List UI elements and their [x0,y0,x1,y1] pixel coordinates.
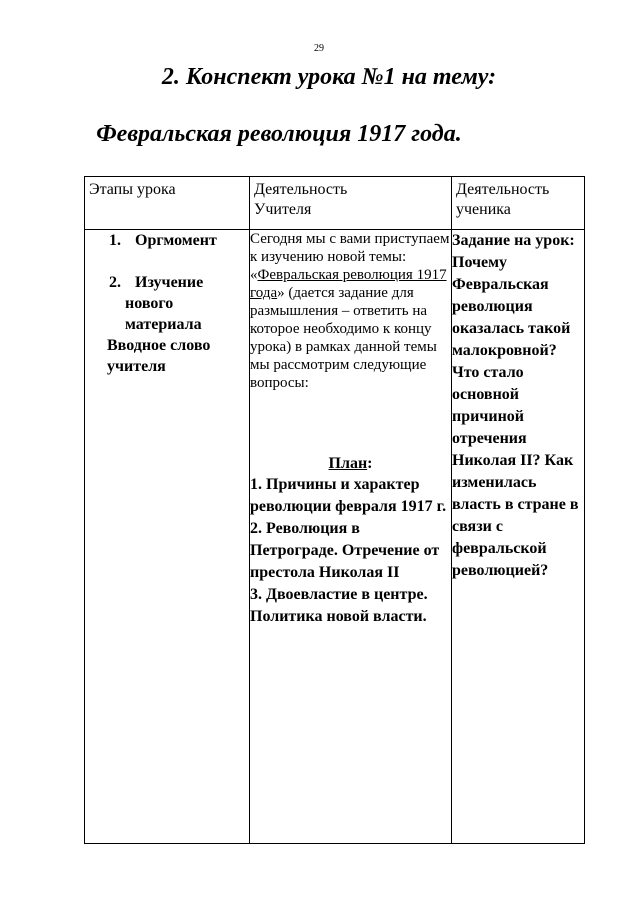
table-header-row [85,177,585,230]
header-student-line2: ученика [456,201,511,218]
plan-item-2: 2. Революция в Петрограде. Отречение от престола Николая II [250,520,440,581]
student-task-text: Задание на урок: Почему Февральская революция оказалась такой малокровной? Что стало основной причиной отречения Николая II? Как изменилась власть в стране в связи с февральской революцией? [452,232,579,579]
intro-line1: Вводное слово [107,337,211,354]
header-student-line1: Деятельность [456,181,550,198]
page-number: 29 [314,43,324,54]
lesson-table [84,176,585,844]
topic-link: Февральская революция 1917 года [250,267,447,301]
intro-line2: учителя [107,358,166,375]
header-teacher [250,177,452,230]
table-row [85,230,585,844]
plan-item-3: 3. Двоевластие в центре. Политика новой власти. [250,586,428,625]
stages-cell [85,230,250,844]
stage-label-line2: нового [125,295,174,312]
teacher-intro-text: Сегодня мы с вами приступаем к изучению новой темы: «Февральская революция 1917 года» (дается задание для размышления – ответить на которое необходимо к концу урока) в рамках данной темы мы рассмотрим следующие вопросы: [250,231,450,391]
stage-number: 1. [109,232,121,249]
student-activity-cell [452,230,585,844]
stage-label: Оргмомент [135,232,217,249]
stage-number: 2. [109,274,121,291]
stage-item-new-material [85,272,249,335]
stage-label-line3: материала [125,316,202,333]
lesson-topic: Февральская революция 1917 года. [96,121,462,147]
header-stages [85,177,250,230]
teacher-activity-cell [250,230,452,844]
stage-item-orgmoment [85,230,249,251]
header-teacher-line2: Учителя [254,201,312,218]
plan-heading: План: [328,455,373,472]
header-student [452,177,585,230]
stage-label-line1: Изучение [135,274,204,291]
plan-item-1: 1. Причины и характер революции февраля 1917 г. [250,476,447,515]
header-stages-label: Этапы урока [89,181,176,198]
header-teacher-line1: Деятельность [254,181,348,198]
page-title: 2. Конспект урока №1 на тему: [161,64,497,90]
